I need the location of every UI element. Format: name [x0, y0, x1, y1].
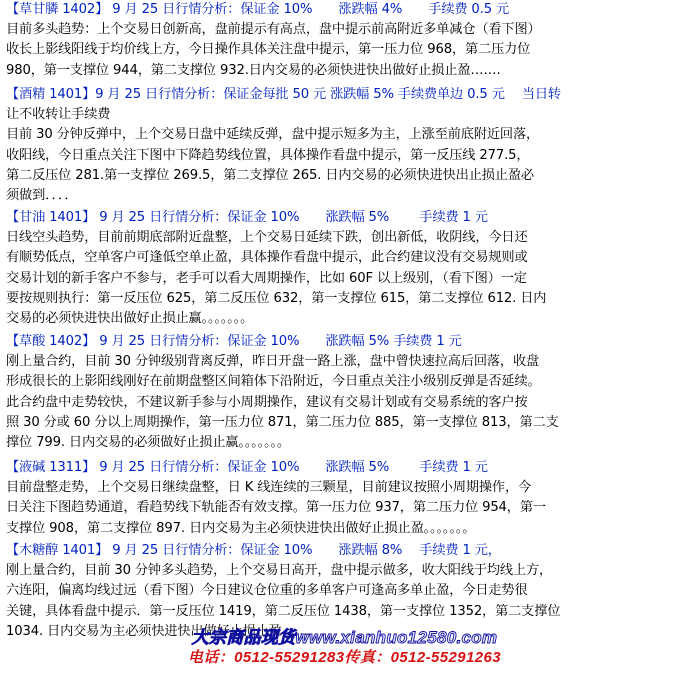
section-heading: 【草甘膦 1402】 9 月 25 日行情分析：保证金 10% 涨跌幅 4% 手续费 0.5 元	[6, 2, 510, 17]
section-heading: 【草酸 1402】 9 月 25 日行情分析：保证金 10% 涨跌幅 5% 手续费 1 元	[6, 334, 462, 349]
section-text-line: 形成很长的上影阳线刚好在前期盘整区间箱体下沿附近，今日重点关注小级别反弹是否延续。	[6, 374, 541, 390]
section-text-line: 目前 30 分钟反弹中，上个交易日盘中延续反弹，盘中提示短多为主，上涨至前底附近回落，	[6, 127, 540, 143]
section-heading: 【甘油 1401】 9 月 25 日行情分析：保证金 10% 涨跌幅 5% 手续费 1 元	[6, 210, 488, 225]
section-text-line: 关键，具体看盘中提示．第一反压位 1419，第二反压位 1438，第一支撑位 1352，第二支撑位	[6, 603, 561, 619]
section-text-line: 980，第一支撑位 944，第二支撑位 932.日内交易的必须快进快出做好止损止盈…….	[6, 62, 501, 78]
section-text-line: 刚上量合约，目前 30 分钟多头趋势，上个交易日高开，盘中提示做多，收大阳线于均线上方，	[6, 563, 553, 579]
analysis-section	[6, 332, 559, 453]
section-text-line: 目前盘整走势，上个交易日继续盘整，日 K 线连续的三颗星，目前建议按照小周期操作，今	[6, 480, 532, 496]
section-text-line: 须做到．．．．	[6, 188, 78, 204]
watermark-contact: 电话：0512-55291283传真：0512-55291263	[187, 649, 501, 666]
section-text-line: 日线空头趋势，目前前期底部附近盘整，上个交易日延续下跌，创出新低，收阴线，今日还	[6, 230, 528, 246]
section-text-line: 此合约盘中走势较快，不建议新手参与小周期操作，建议有交易计划或有交易系统的客户按	[6, 394, 528, 410]
section-text-line: 目前多头趋势：上个交易日创新高，盘前提示有高点，盘中提示前高附近多单减仓（看下图）	[6, 22, 541, 38]
watermark-website: 大宗商品现货www.xianhuo12580.com	[191, 628, 498, 647]
section-heading: 【木糖醇 1401】 9 月 25 日行情分析：保证金 10% 涨跌幅 8% 手续费 1 元，	[6, 543, 501, 558]
section-text-line: 支撑位 908，第二支撑位 897. 日内交易为主必须快进快出做好止损止盈。。。。。。。	[6, 520, 476, 536]
section-text-line: 有顺势低点，空单客户可逢低空单止盈，具体操作看盘中提示，此合约建议没有交易规则或	[6, 250, 528, 266]
section-text-line: 要按规则执行：第一反压位 625，第二反压位 632，第一支撑位 615，第二支撑位 612. 日内	[6, 290, 547, 306]
watermark-footer	[0, 628, 689, 675]
section-text-line: 第二反压位 281.第一支撑位 269.5，第二支撑位 265. 日内交易的必须快进快出止损止盈必	[6, 167, 534, 183]
section-text-line: 六连阳，偏离均线过远（看下图）今日建议仓位重的多单客户可逢高多单止盈，今日走势很	[6, 583, 528, 599]
analysis-section	[6, 458, 546, 539]
analysis-section	[6, 208, 546, 329]
analysis-section	[6, 0, 541, 81]
analysis-section	[6, 85, 561, 206]
section-text-line: 日关注下图趋势通道，看趋势线下轨能否有效支撑。第一压力位 937，第二压力位 954，第一	[6, 500, 546, 516]
section-text-line: 1034. 日内交易为主必须快进快出做好止损止盈……	[6, 623, 308, 639]
section-heading: 【酒精 1401】9 月 25 日行情分析：保证金每批 50 元 涨跌幅 5% 手续费单边 0.5 元 当日转	[6, 87, 561, 102]
analysis-section	[6, 541, 560, 642]
section-text-line: 让不收转让手续费	[6, 107, 111, 123]
section-text-line: 收长上影线阳线于均价线上方，今日操作具体关注盘中提示，第一压力位 968，第二压力位	[6, 42, 531, 58]
section-text-line: 撑位 799. 日内交易的必须做好止损止赢。。。。。。。	[6, 435, 291, 451]
section-text-line: 刚上量合约，目前 30 分钟级别背离反弹，昨日开盘一路上涨，盘中曾快速拉高后回落，收盘	[6, 354, 540, 370]
section-text-line: 收阳线，今日重点关注下图中下降趋势线位置，具体操作看盘中提示，第一反压线 277.5，	[6, 147, 530, 163]
section-text-line: 交易计划的新手客户不参与，老手可以看大周期操作，比如 60F 以上级别，（看下图）一定	[6, 270, 527, 286]
section-text-line: 交易的必须快进快出做好止损止赢。。。。。。。	[6, 311, 254, 327]
section-text-line: 照 30 分或 60 分以上周期操作，第一压力位 871，第二压力位 885，第一支撑位 813，第二支	[6, 414, 559, 430]
section-heading: 【液碱 1311】 9 月 25 日行情分析：保证金 10% 涨跌幅 5% 手续费 1 元	[6, 460, 488, 475]
